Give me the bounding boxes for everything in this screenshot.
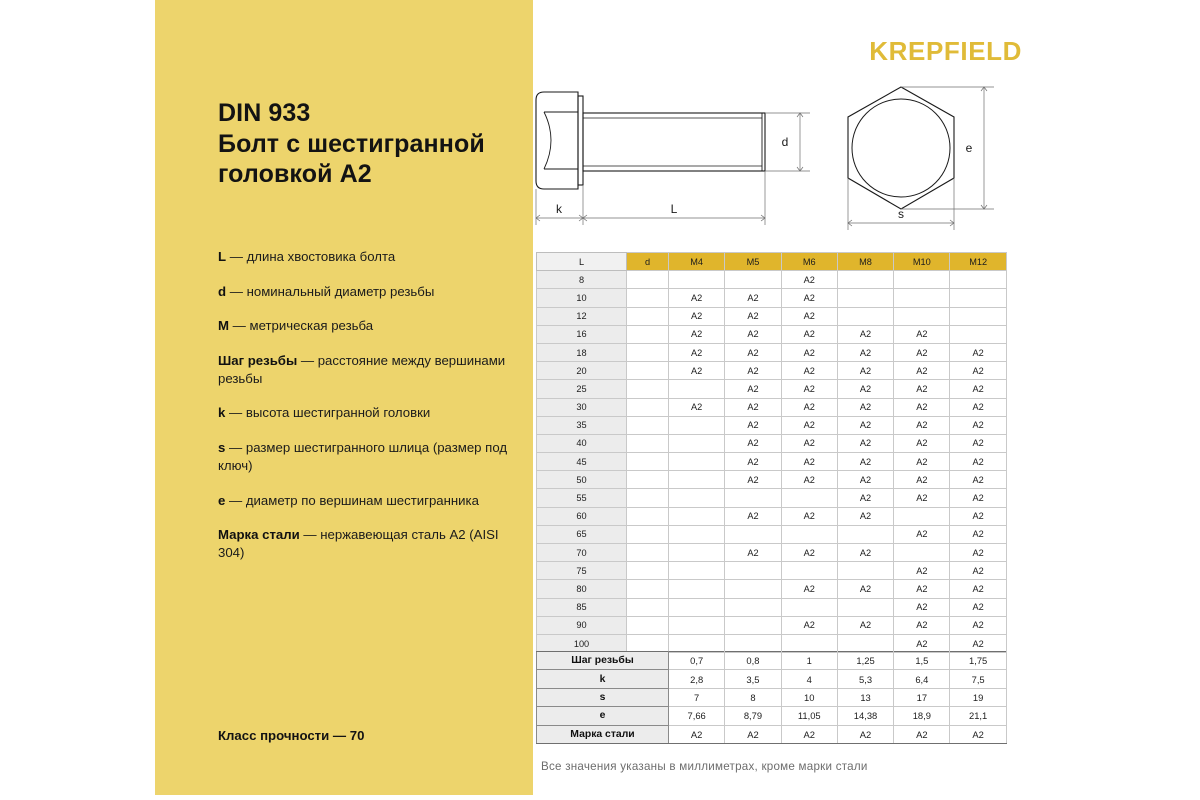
table-row bbox=[537, 343, 1007, 361]
cell-grade bbox=[669, 471, 725, 489]
cell-length: 35 bbox=[537, 416, 627, 434]
spec-value: 13 bbox=[837, 688, 893, 706]
cell-length: 70 bbox=[537, 544, 627, 562]
cell-grade bbox=[894, 271, 950, 289]
cell-grade: A2 bbox=[894, 434, 950, 452]
spec-value: A2 bbox=[725, 725, 781, 743]
spec-row bbox=[537, 688, 1007, 706]
spec-value: 6,4 bbox=[894, 670, 950, 688]
cell-grade: A2 bbox=[894, 598, 950, 616]
spec-value: 1,25 bbox=[837, 652, 893, 670]
bolt-drawing-svg bbox=[520, 70, 1040, 245]
column-header-M8: M8 bbox=[837, 253, 893, 271]
cell-d bbox=[627, 343, 669, 361]
column-header-M12: M12 bbox=[950, 253, 1006, 271]
cell-grade bbox=[950, 325, 1006, 343]
cell-grade: A2 bbox=[725, 289, 781, 307]
cell-grade: A2 bbox=[894, 616, 950, 634]
cell-grade: A2 bbox=[837, 398, 893, 416]
cell-d bbox=[627, 525, 669, 543]
cell-grade bbox=[781, 525, 837, 543]
cell-length: 18 bbox=[537, 343, 627, 361]
dimension-label-d: d bbox=[781, 135, 789, 149]
cell-grade: A2 bbox=[950, 634, 1006, 652]
cell-grade: A2 bbox=[837, 453, 893, 471]
cell-grade: A2 bbox=[781, 616, 837, 634]
spec-value: 1 bbox=[781, 652, 837, 670]
cell-d bbox=[627, 598, 669, 616]
cell-d bbox=[627, 471, 669, 489]
column-header-M6: M6 bbox=[781, 253, 837, 271]
cell-grade: A2 bbox=[725, 398, 781, 416]
cell-grade: A2 bbox=[950, 398, 1006, 416]
legend-item-e bbox=[218, 492, 518, 510]
cell-length: 20 bbox=[537, 362, 627, 380]
legend-term-s: s bbox=[218, 440, 226, 456]
cell-grade: A2 bbox=[781, 271, 837, 289]
table-row bbox=[537, 634, 1007, 652]
legend-item-pitch bbox=[218, 352, 518, 387]
cell-grade bbox=[669, 580, 725, 598]
cell-grade: A2 bbox=[725, 380, 781, 398]
cell-length: 55 bbox=[537, 489, 627, 507]
spec-value: 11,05 bbox=[781, 707, 837, 725]
legend-term-steel-grade: Марка стали bbox=[218, 527, 300, 543]
cell-grade bbox=[669, 525, 725, 543]
cell-grade: A2 bbox=[781, 398, 837, 416]
cell-d bbox=[627, 380, 669, 398]
legend-desc-s: — размер шестигранного шлица (размер под ключ) bbox=[218, 440, 508, 473]
cell-d bbox=[627, 307, 669, 325]
cell-grade bbox=[725, 489, 781, 507]
dimension-e bbox=[901, 87, 994, 209]
legend-term-k: k bbox=[218, 405, 226, 421]
cell-length: 12 bbox=[537, 307, 627, 325]
page-title bbox=[218, 98, 518, 190]
cell-d bbox=[627, 616, 669, 634]
spec-value: 14,38 bbox=[837, 707, 893, 725]
spec-value: 5,3 bbox=[837, 670, 893, 688]
spec-row-label: Марка стали bbox=[537, 725, 669, 743]
spec-body bbox=[537, 652, 1007, 744]
cell-length: 85 bbox=[537, 598, 627, 616]
cell-grade: A2 bbox=[781, 380, 837, 398]
spec-row bbox=[537, 725, 1007, 743]
table-row bbox=[537, 289, 1007, 307]
bolt-head-outline bbox=[536, 92, 578, 189]
spec-row bbox=[537, 652, 1007, 670]
table-header-row bbox=[537, 253, 1007, 271]
legend-desc-steel-grade: — нержавеющая сталь А2 (AISI 304) bbox=[218, 527, 499, 560]
legend-item-steel-grade bbox=[218, 526, 518, 561]
legend-desc-d: — номинальный диаметр резьбы bbox=[226, 283, 435, 299]
spec-value: 19 bbox=[950, 688, 1006, 706]
cell-grade: A2 bbox=[950, 489, 1006, 507]
head-chamfer-arc-left bbox=[544, 112, 551, 169]
table-row bbox=[537, 434, 1007, 452]
cell-d bbox=[627, 325, 669, 343]
legend-item-d bbox=[218, 283, 518, 301]
cell-grade: A2 bbox=[950, 562, 1006, 580]
cell-grade: A2 bbox=[837, 544, 893, 562]
dimension-label-e: e bbox=[965, 141, 973, 155]
technical-drawings bbox=[520, 70, 1040, 245]
dimension-label-s: s bbox=[898, 207, 904, 221]
cell-grade: A2 bbox=[725, 507, 781, 525]
cell-grade: A2 bbox=[781, 453, 837, 471]
cell-grade bbox=[894, 289, 950, 307]
cell-grade: A2 bbox=[781, 580, 837, 598]
spec-row-label: e bbox=[537, 707, 669, 725]
cell-length: 45 bbox=[537, 453, 627, 471]
cell-grade bbox=[725, 525, 781, 543]
cell-grade bbox=[950, 289, 1006, 307]
cell-grade bbox=[669, 616, 725, 634]
cell-length: 30 bbox=[537, 398, 627, 416]
size-matrix-table bbox=[536, 252, 1006, 653]
table-row bbox=[537, 544, 1007, 562]
table-row bbox=[537, 616, 1007, 634]
spec-value: A2 bbox=[781, 725, 837, 743]
cell-grade: A2 bbox=[781, 289, 837, 307]
cell-grade bbox=[837, 634, 893, 652]
spec-value: 4 bbox=[781, 670, 837, 688]
cell-grade bbox=[669, 634, 725, 652]
table-row bbox=[537, 598, 1007, 616]
spec-value: 3,5 bbox=[725, 670, 781, 688]
spec-value: 8,79 bbox=[725, 707, 781, 725]
cell-grade: A2 bbox=[669, 289, 725, 307]
cell-grade: A2 bbox=[781, 416, 837, 434]
spec-row-label: k bbox=[537, 670, 669, 688]
legend-desc-e: — диаметр по вершинам шестигранника bbox=[225, 492, 479, 508]
legend-list bbox=[218, 248, 518, 579]
cell-grade bbox=[725, 271, 781, 289]
cell-grade bbox=[781, 634, 837, 652]
hexagon-outline bbox=[848, 87, 954, 209]
cell-grade bbox=[837, 598, 893, 616]
cell-grade bbox=[725, 616, 781, 634]
legend-desc-k: — высота шестигранной головки bbox=[225, 405, 431, 421]
spec-value: 7,66 bbox=[669, 707, 725, 725]
legend-item-L bbox=[218, 248, 518, 266]
cell-grade: A2 bbox=[669, 307, 725, 325]
cell-grade: A2 bbox=[781, 325, 837, 343]
cell-grade: A2 bbox=[781, 343, 837, 361]
cell-grade bbox=[669, 434, 725, 452]
cell-grade bbox=[725, 562, 781, 580]
cell-grade: A2 bbox=[837, 416, 893, 434]
cell-grade bbox=[837, 271, 893, 289]
table-row bbox=[537, 398, 1007, 416]
cell-grade: A2 bbox=[894, 453, 950, 471]
cell-grade: A2 bbox=[781, 362, 837, 380]
dimension-label-k: k bbox=[556, 202, 562, 216]
title-subline-1: Болт с шестигранной bbox=[218, 129, 485, 158]
table-row bbox=[537, 325, 1007, 343]
cell-grade: A2 bbox=[725, 416, 781, 434]
cell-grade bbox=[725, 634, 781, 652]
cell-length: 100 bbox=[537, 634, 627, 652]
cell-grade: A2 bbox=[837, 507, 893, 525]
spec-row-label: Шаг резьбы bbox=[537, 652, 669, 670]
cell-grade: A2 bbox=[837, 380, 893, 398]
spec-value: 0,7 bbox=[669, 652, 725, 670]
table-row bbox=[537, 416, 1007, 434]
column-header-d: d bbox=[627, 253, 669, 271]
cell-grade: A2 bbox=[725, 307, 781, 325]
column-header-L: L bbox=[537, 253, 627, 271]
cell-grade: A2 bbox=[725, 471, 781, 489]
cell-d bbox=[627, 434, 669, 452]
legend-term-M: M bbox=[218, 318, 229, 334]
table-row bbox=[537, 471, 1007, 489]
cell-length: 75 bbox=[537, 562, 627, 580]
cell-grade: A2 bbox=[837, 616, 893, 634]
cell-grade: A2 bbox=[837, 580, 893, 598]
column-header-M4: M4 bbox=[669, 253, 725, 271]
cell-grade: A2 bbox=[669, 343, 725, 361]
cell-length: 90 bbox=[537, 616, 627, 634]
cell-d bbox=[627, 271, 669, 289]
cell-grade: A2 bbox=[837, 343, 893, 361]
cell-grade: A2 bbox=[894, 362, 950, 380]
spec-summary-table bbox=[536, 651, 1006, 744]
spec-value: A2 bbox=[837, 725, 893, 743]
cell-grade: A2 bbox=[669, 325, 725, 343]
table-row bbox=[537, 307, 1007, 325]
cell-grade: A2 bbox=[669, 362, 725, 380]
legend-desc-pitch: — расстояние между вершинами резьбы bbox=[218, 353, 506, 386]
cell-grade bbox=[781, 562, 837, 580]
spec-value: A2 bbox=[894, 725, 950, 743]
cell-length: 16 bbox=[537, 325, 627, 343]
spec-value: 8 bbox=[725, 688, 781, 706]
table-row bbox=[537, 362, 1007, 380]
title-standard: DIN 933 bbox=[218, 99, 311, 127]
cell-d bbox=[627, 398, 669, 416]
dimension-s bbox=[848, 178, 954, 230]
cell-grade: A2 bbox=[894, 471, 950, 489]
cell-grade bbox=[894, 307, 950, 325]
cell-grade bbox=[669, 489, 725, 507]
cell-grade bbox=[725, 580, 781, 598]
cell-grade: A2 bbox=[950, 544, 1006, 562]
spec-value: 2,8 bbox=[669, 670, 725, 688]
cell-d bbox=[627, 453, 669, 471]
spec-value: 17 bbox=[894, 688, 950, 706]
spec-value: A2 bbox=[669, 725, 725, 743]
cell-grade bbox=[669, 416, 725, 434]
legend-term-d: d bbox=[218, 283, 227, 299]
spec-value: 10 bbox=[781, 688, 837, 706]
cell-grade bbox=[669, 507, 725, 525]
cell-grade: A2 bbox=[837, 434, 893, 452]
table-body bbox=[537, 271, 1007, 653]
cell-grade: A2 bbox=[894, 416, 950, 434]
cell-grade bbox=[669, 544, 725, 562]
cell-grade: A2 bbox=[950, 598, 1006, 616]
cell-grade: A2 bbox=[894, 380, 950, 398]
cell-length: 40 bbox=[537, 434, 627, 452]
spec-row bbox=[537, 670, 1007, 688]
cell-grade bbox=[669, 453, 725, 471]
cell-grade: A2 bbox=[669, 398, 725, 416]
bolt-shank bbox=[583, 113, 765, 171]
spec-value: 1,5 bbox=[894, 652, 950, 670]
cell-grade: A2 bbox=[725, 343, 781, 361]
spec-value: 21,1 bbox=[950, 707, 1006, 725]
cell-grade: A2 bbox=[894, 580, 950, 598]
cell-grade: A2 bbox=[950, 416, 1006, 434]
cell-grade: A2 bbox=[781, 544, 837, 562]
cell-grade bbox=[669, 271, 725, 289]
table-row bbox=[537, 453, 1007, 471]
cell-grade: A2 bbox=[950, 616, 1006, 634]
cell-grade: A2 bbox=[894, 525, 950, 543]
spec-value: 7 bbox=[669, 688, 725, 706]
cell-grade: A2 bbox=[950, 434, 1006, 452]
cell-grade bbox=[950, 307, 1006, 325]
spec-row bbox=[537, 707, 1007, 725]
units-note: Все значения указаны в миллиметрах, кроме марки стали bbox=[541, 760, 868, 773]
spec-value: 1,75 bbox=[950, 652, 1006, 670]
legend-term-pitch: Шаг резьбы bbox=[218, 353, 298, 369]
dimension-L bbox=[583, 171, 765, 225]
cell-grade: A2 bbox=[725, 325, 781, 343]
spec-value: 0,8 bbox=[725, 652, 781, 670]
cell-grade: A2 bbox=[725, 453, 781, 471]
info-panel bbox=[155, 0, 533, 795]
cell-d bbox=[627, 362, 669, 380]
cell-d bbox=[627, 489, 669, 507]
cell-grade: A2 bbox=[781, 507, 837, 525]
table-row bbox=[537, 489, 1007, 507]
cell-grade: A2 bbox=[837, 362, 893, 380]
cell-grade: A2 bbox=[894, 343, 950, 361]
spec-row-label: s bbox=[537, 688, 669, 706]
cell-grade: A2 bbox=[781, 307, 837, 325]
cell-grade: A2 bbox=[894, 489, 950, 507]
cell-grade: A2 bbox=[894, 398, 950, 416]
brand-logo: KREPFIELD bbox=[869, 36, 1022, 66]
dimension-label-L: L bbox=[670, 202, 678, 216]
cell-length: 8 bbox=[537, 271, 627, 289]
table-row bbox=[537, 507, 1007, 525]
cell-grade bbox=[950, 271, 1006, 289]
legend-term-L: L bbox=[218, 249, 227, 264]
cell-length: 60 bbox=[537, 507, 627, 525]
cell-length: 50 bbox=[537, 471, 627, 489]
cell-length: 10 bbox=[537, 289, 627, 307]
inscribed-circle bbox=[852, 99, 950, 197]
cell-d bbox=[627, 416, 669, 434]
table-row bbox=[537, 580, 1007, 598]
legend-item-s bbox=[218, 439, 518, 474]
cell-grade: A2 bbox=[894, 634, 950, 652]
legend-item-M bbox=[218, 317, 518, 335]
table-row bbox=[537, 271, 1007, 289]
cell-grade: A2 bbox=[894, 562, 950, 580]
column-header-M5: M5 bbox=[725, 253, 781, 271]
table-row bbox=[537, 562, 1007, 580]
table-row bbox=[537, 380, 1007, 398]
spec-value: 18,9 bbox=[894, 707, 950, 725]
cell-grade: A2 bbox=[725, 544, 781, 562]
cell-grade bbox=[781, 489, 837, 507]
title-subline-2: головкой А2 bbox=[218, 160, 372, 188]
cell-grade bbox=[837, 562, 893, 580]
cell-grade bbox=[837, 307, 893, 325]
spec-value: A2 bbox=[950, 725, 1006, 743]
cell-grade: A2 bbox=[837, 471, 893, 489]
cell-grade: A2 bbox=[950, 453, 1006, 471]
legend-desc-M: — метрическая резьба bbox=[229, 318, 374, 334]
cell-grade bbox=[725, 598, 781, 616]
cell-grade: A2 bbox=[950, 380, 1006, 398]
cell-d bbox=[627, 289, 669, 307]
cell-grade: A2 bbox=[894, 325, 950, 343]
cell-length: 25 bbox=[537, 380, 627, 398]
cell-grade bbox=[669, 598, 725, 616]
cell-d bbox=[627, 580, 669, 598]
cell-grade: A2 bbox=[837, 325, 893, 343]
head-bearing-face bbox=[578, 96, 583, 185]
cell-grade: A2 bbox=[950, 471, 1006, 489]
legend-term-e: e bbox=[218, 492, 226, 508]
cell-grade: A2 bbox=[950, 507, 1006, 525]
cell-grade: A2 bbox=[725, 434, 781, 452]
cell-grade: A2 bbox=[725, 362, 781, 380]
cell-grade bbox=[894, 507, 950, 525]
spec-value: 7,5 bbox=[950, 670, 1006, 688]
cell-grade: A2 bbox=[950, 343, 1006, 361]
cell-d bbox=[627, 562, 669, 580]
cell-length: 65 bbox=[537, 525, 627, 543]
cell-d bbox=[627, 544, 669, 562]
cell-grade: A2 bbox=[950, 580, 1006, 598]
cell-grade: A2 bbox=[950, 362, 1006, 380]
cell-grade bbox=[837, 289, 893, 307]
cell-grade: A2 bbox=[781, 434, 837, 452]
hex-head-end-view bbox=[848, 87, 954, 209]
cell-grade: A2 bbox=[837, 489, 893, 507]
cell-grade bbox=[837, 525, 893, 543]
strength-class-label: Класс прочности — 70 bbox=[218, 728, 365, 743]
cell-d bbox=[627, 507, 669, 525]
cell-grade: A2 bbox=[781, 471, 837, 489]
cell-grade bbox=[669, 380, 725, 398]
cell-length: 80 bbox=[537, 580, 627, 598]
table-row bbox=[537, 525, 1007, 543]
column-header-M10: M10 bbox=[894, 253, 950, 271]
cell-grade bbox=[781, 598, 837, 616]
legend-desc-L: — длина хвостовика болта bbox=[226, 249, 396, 264]
cell-grade bbox=[894, 544, 950, 562]
cell-d bbox=[627, 634, 669, 652]
legend-item-k bbox=[218, 404, 518, 422]
cell-grade bbox=[669, 562, 725, 580]
cell-grade: A2 bbox=[950, 525, 1006, 543]
